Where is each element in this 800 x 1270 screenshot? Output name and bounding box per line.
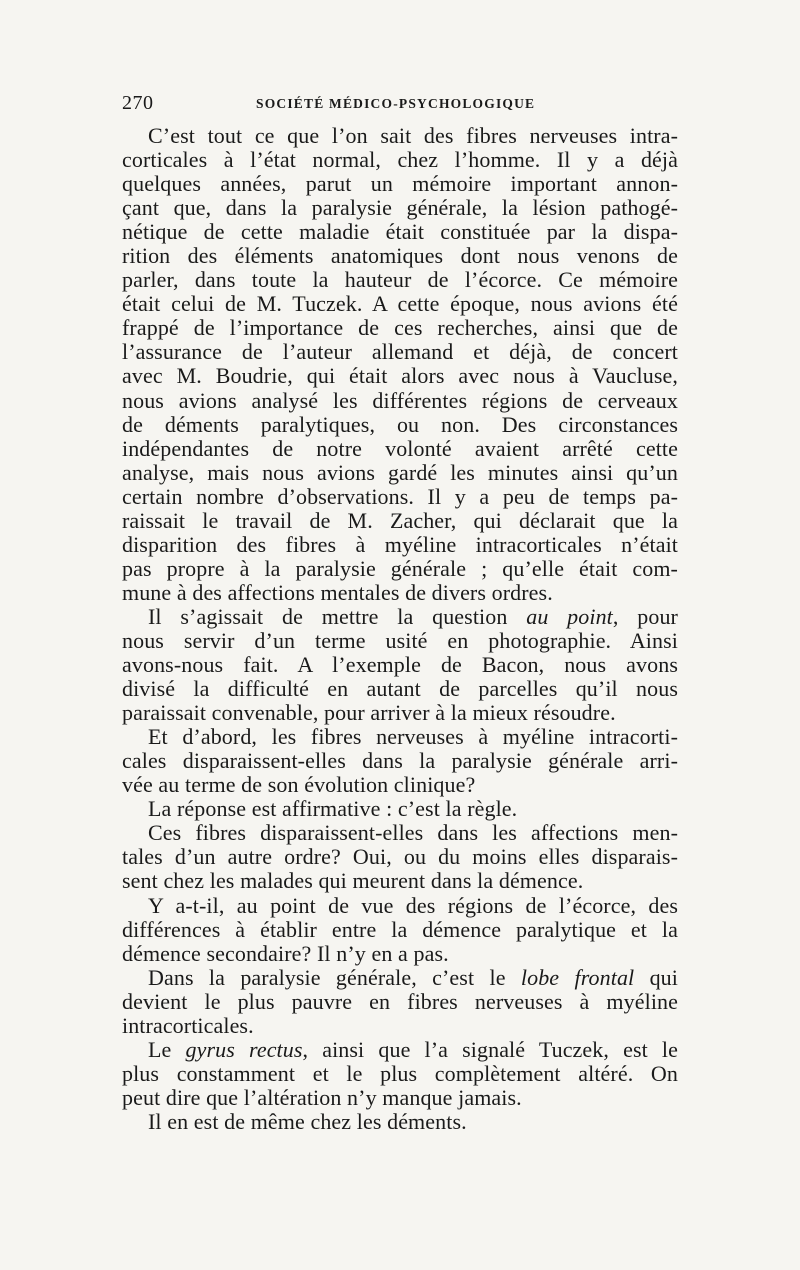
text-line: était celui de M. Tuczek. A cette époque, nous avions été <box>122 292 678 317</box>
text-line: tales d’un autre ordre? Oui, ou du moins elles disparais- <box>122 845 678 870</box>
text-line: l’assurance de l’auteur allemand et déjà, de concert <box>122 340 678 365</box>
text-line: disparition des fibres à myéline intracorticales n’était <box>122 532 678 557</box>
text-line: C’est tout ce que l’on sait des fibres nerveuses intra- <box>148 124 678 148</box>
text-line: indépendantes de notre volonté avaient arrêté cette <box>122 436 678 461</box>
text-line: nous avions analysé les différentes régions de cerveaux <box>122 388 678 413</box>
page-number: 270 <box>122 92 154 114</box>
text-line: avons-nous fait. A l’exemple de Bacon, nous avons <box>122 653 678 678</box>
text-line: pas propre à la paralysie générale ; qu’elle était com- <box>122 556 678 581</box>
text-line: quelques années, parut un mémoire important annon- <box>122 172 678 197</box>
text-line: corticales à l’état normal, chez l’homme. Il y a déjà <box>122 148 678 173</box>
text-line: Ces fibres disparaissent-elles dans les affections men- <box>148 821 678 846</box>
text-line: certain nombre d’observations. Il y a peu de temps pa- <box>122 484 678 509</box>
text-line: raissait le travail de M. Zacher, qui déclarait que la <box>122 508 678 533</box>
text-line: nous servir d’un terme usité en photographie. Ainsi <box>122 628 678 653</box>
text-line: peut dire que l’altération n’y manque jamais. <box>122 1085 522 1110</box>
text-line: Le gyrus rectus, ainsi que l’a signalé Tuczek, est le <box>148 1037 678 1062</box>
text-line: divisé la difficulté en autant de parcelles qu’il nous <box>122 677 678 702</box>
text-line: Dans la paralysie générale, c’est le lobe frontal qui <box>148 965 678 990</box>
text-line: avec M. Boudrie, qui était alors avec nous à Vaucluse, <box>122 364 678 389</box>
running-head <box>122 92 678 116</box>
text-line: frappé de l’importance de ces recherches, ainsi que de <box>122 316 678 341</box>
journal-title: SOCIÉTÉ MÉDICO-PSYCHOLOGIQUE <box>256 96 536 111</box>
text-line: devient le plus pauvre en fibres nerveuses à myéline <box>122 989 678 1014</box>
text-line: paraissait convenable, pour arriver à la mieux résoudre. <box>122 701 616 726</box>
text-line: démence secondaire? Il n’y en a pas. <box>122 941 449 966</box>
text-line: Et d’abord, les fibres nerveuses à myéline intracorti- <box>148 725 678 750</box>
text-line: nétique de cette maladie était constituée par la dispa- <box>122 220 678 245</box>
text-line: intracorticales. <box>122 1013 254 1038</box>
text-line: çant que, dans la paralysie générale, la lésion pathogé- <box>122 196 678 221</box>
text-line: parler, dans toute la hauteur de l’écorce. Ce mémoire <box>122 268 678 293</box>
text-line: plus constamment et le plus complètement altéré. On <box>122 1061 678 1086</box>
text-line: différences à établir entre la démence paralytique et la <box>122 917 678 942</box>
text-line: sent chez les malades qui meurent dans la démence. <box>122 869 584 894</box>
text-line: rition des éléments anatomiques dont nous venons de <box>122 244 678 269</box>
text-line: La réponse est affirmative : c’est la règle. <box>148 797 518 822</box>
text-line: analyse, mais nous avions gardé les minutes ainsi qu’un <box>122 460 678 485</box>
text-line: vée au terme de son évolution clinique? <box>122 773 476 798</box>
text-line: de déments paralytiques, ou non. Des circonstances <box>122 412 678 437</box>
text-line: Il s’agissait de mettre la question au point, pour <box>148 604 678 629</box>
text-line: mune à des affections mentales de divers ordres. <box>122 580 553 605</box>
text-line: Il en est de même chez les déments. <box>148 1109 467 1134</box>
text-line: Y a-t-il, au point de vue des régions de l’écorce, des <box>148 893 678 918</box>
body-text <box>122 124 678 1134</box>
text-line: cales disparaissent-elles dans la paralysie générale arri- <box>122 749 678 774</box>
